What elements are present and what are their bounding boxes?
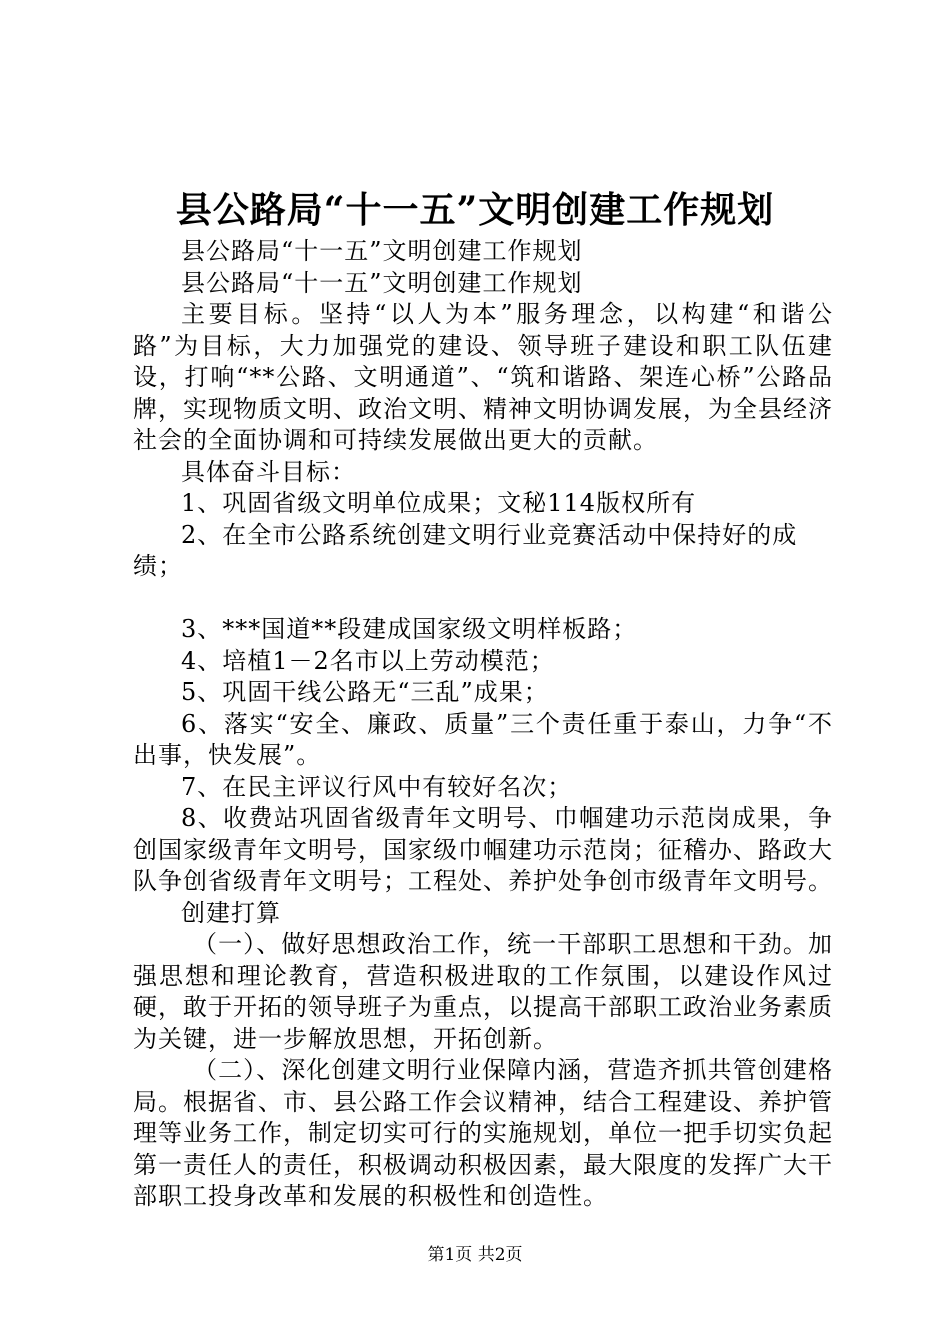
paragraph: 7、在民主评议行风中有较好名次；: [181, 772, 573, 801]
document-title: 县公路局“十一五”文明创建工作规划: [175, 189, 775, 231]
blank-line: [133, 583, 833, 615]
paragraph: 3、***国道**段建成国家级文明样板路；: [181, 615, 638, 643]
paragraph: 具体奋斗目标：: [181, 457, 356, 486]
paragraph: 县公路局“十一五”文明创建工作规划: [181, 268, 583, 297]
paragraph: 8、收费站巩固省级青年文明号、巾帼建功示范岗成果，争创国家级青年文明号，国家级巾帼建功示范岗；征稽办、路政大队争创省级青年文明号；工程处、养护处争创市级青年文明号。: [133, 804, 833, 895]
paragraph: 主要目标。坚持“以人为本”服务理念，以构建“和谐公路”为目标，大力加强党的建设、领导班子建设和职工队伍建设，打响“**公路、文明通道”、“筑和谐路、架连心桥”公路品牌，实现物质文明、政治文明、精神文明协调发展，为全县经济社会的全面协调和可持续发展做出更大的贡献。: [133, 300, 833, 454]
page-number: 第1页 共2页: [427, 1245, 523, 1265]
paragraph: 2、在全市公路系统创建文明行业竞赛活动中保持好的成绩；: [133, 520, 798, 580]
paragraph: 5、巩固干线公路无“三乱”成果；: [181, 678, 549, 706]
paragraph: 创建打算: [181, 898, 281, 927]
paragraph: 1、巩固省级文明单位成果；文秘114版权所有: [181, 489, 697, 517]
document-body: [133, 236, 833, 1213]
paragraph: 县公路局“十一五”文明创建工作规划: [181, 237, 583, 265]
paragraph: 6、落实“安全、廉政、质量”三个责任重于泰山，力争“不出事，快发展”。: [133, 709, 833, 769]
paragraph: （二）、深化创建文明行业保障内涵，营造齐抓共管创建格局。根据省、市、县公路工作会议精神，结合工程建设、养护管理等业务工作，制定切实可行的实施规划，单位一把手切实负起第一责任人的责任，积极调动积极因素，最大限度的发挥广大干部职工投身改革和发展的积极性和创造性。: [133, 1056, 833, 1210]
paragraph: （一）、做好思想政治工作，统一干部职工思想和干劲。加强思想和理论教育，营造积极进取的工作氛围，以建设作风过硬，敢于开拓的领导班子为重点，以提高干部职工政治业务素质为关键，进一步解放思想，开拓创新。: [133, 930, 833, 1053]
paragraph: 4、培植1－2名市以上劳动模范；: [181, 646, 555, 675]
